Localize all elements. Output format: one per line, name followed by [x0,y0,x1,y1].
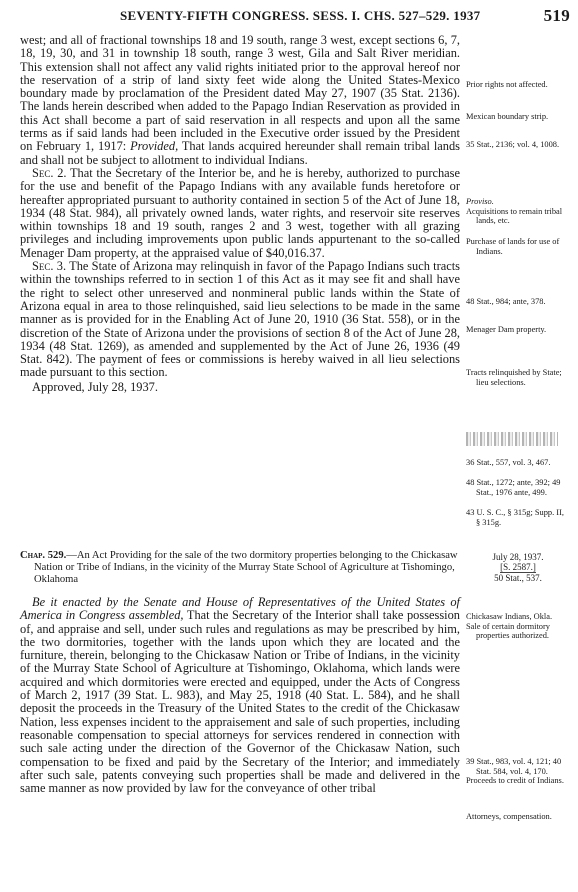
chapter-reference [466,552,570,583]
margin-note-chickasaw: Chickasaw Indians, Okla. Sale of certain dormitory properties authorized. [466,612,553,641]
approval-line: Approved, July 28, 1937. [32,379,158,394]
margin-note-stat-983: 39 Stat., 983, vol. 4, 121; 40 Stat. 584, vol. 4, 170. Proceeds to credit of Indians. [466,757,564,786]
margin-note-prior-rights: Prior rights not affected. [466,80,548,89]
margin-note-attorneys: Attorneys, compensation. [466,812,552,821]
section-2: Sec. 2. That the Secretary of the Interior be, and he is hereby, authorized to purchase for the use and benefit of the Papago Indians with any available funds heretofore or hereafter appropriated pursuant to authority contained in section 5 of the Act of June 18, 1934 (48 Stat. 984), all privately owned lands, water rights, and reservoir site reserves within townships 18 and 19 south, ranges 2 and 3 west, together with all grazing privileges and including improvements upon public lands appurtenant to the so-called Menager Dam property, at the appraised value of $40,016.37. [20,165,460,260]
chapter-date: July 28, 1937. [492,552,544,562]
chapter-text: That the Secretary of the Interior shall take possession of, and appraise and sell, under such rules and regulations as may be prescribed by him, the two dormitories, together with the lands upon which they are located and the furniture, therein, belonging to the Chickasaw Nation or Tribe of Indians, in the vicinity of the Murray State School of Agriculture at Tishomingo, Oklahoma, which lands were acquired and which dormitories were erected and equipped, under the Acts of Congress of March 2, 1917 (39 Stat. L. 983), and May 25, 1918 (40 Stat. L. 584), and he shall deposit the proceeds in the Treasury of the United States to the credit of the Chickasaw Nation, less expenses incident to the appraisement and sale of such properties, including reasonable compensation to special attorneys for services rendered in connection with such sale acting under the direction of the Governor of the Chickasaw Nation, such compensation to be fixed and paid by the Secretary of the Interior; and immediately after such sale, patents conveying such properties shall be made and delivered in the same manner as now provided by law for the conveyance of other tribal [20,608,460,796]
enacting-paragraph [20,596,460,795]
header-title: SEVENTY-FIFTH CONGRESS. SESS. I. CHS. 527–529. 1937 [120,8,481,23]
section-3-label: Sec. 3. [32,259,67,274]
enacting-clause: Be it enacted by the Senate and House of Representatives of the United States of America in Congress assembled, [20,595,460,623]
smudge-mark [466,432,558,446]
chapter-body [20,596,460,795]
margin-note-stat-557: 36 Stat., 557, vol. 3, 467. [466,458,551,467]
margin-note-menager: Menager Dam property. [466,325,547,334]
section-2-label: Sec. 2. [32,165,67,180]
margin-note-tracts: Tracts relinquished by State; lieu selections. [466,368,562,387]
margin-note-mexican-boundary: Mexican boundary strip. [466,112,549,121]
chapter-bill: [S. 2587.] [500,562,536,572]
running-header [22,6,570,26]
section-1-continuation: west; and all of fractional townships 18 and 19 south, range 3 west, except sections 6, 7, 18, 19, 30, and 31 in township 18 south, range 3 west, Gila and Salt River meridian. This extension shall not affect any valid rights initiated prior to the approval hereof nor the reservation of a strip of land sixty feet wide along the United States-Mexico boundary made by proclamation of the President dated May 27, 1907 (35 Stat. 2136). The lands herein described when added to the Papago Indian Reservation as provided in this Act shall become a part of said reservation in all respects and upon all the same terms as if said lands had been included in the Executive order issued by the President on February 1, 1917: Provided, That lands acquired hereunder shall remain tribal lands and shall not be subject to allotment to individual Indians. [20,33,460,167]
margin-note-stat-2136: 35 Stat., 2136; vol. 4, 1008. [466,140,560,149]
page-number: 519 [543,6,570,25]
chapter-heading [20,550,474,586]
margin-note-proviso: Proviso. Acquisitions to remain tribal lands, etc. [466,197,563,226]
section-3: Sec. 3. The State of Arizona may relinquish in favor of the Papago Indians such tracts within the townships referred to in section 1 of this Act as it may see fit and shall have the right to select other unreserved and nonmineral public lands within the State of Arizona equal in area to those relinquished, said lieu selections to be made in the same manner as is provided for in the Enabling Act of June 20, 1910 (36 Stat. 558), or in the discretion of the State of Arizona under the provisions of section 8 of the Act of June 28, 1934 (48 Stat. 1269), as amended and supplemented by the Act of June 26, 1936 (49 Stat. 842). The payment of fees or commissions is hereby waived in all lieu selections made pursuant to this section. [20,259,461,380]
chapter-label: Chap. 529. [20,550,67,561]
margin-note-purchase: Purchase of lands for use of Indians. [466,237,560,256]
margin-note-usc: 43 U. S. C., § 315g; Supp. II, § 315g. [466,508,564,527]
margin-note-stat-1272: 48 Stat., 1272; ante, 392; 49 Stat., 1976 ante, 499. [466,478,561,497]
provided-word: Provided, [130,139,179,154]
chapter-title: —An Act Providing for the sale of the two dormitory properties belonging to the Chickasaw Nation or Tribe of Indians, in the vicinity of the Murray State School of Agriculture at Tishomingo, Oklahoma [34,550,458,585]
margin-note-stat-984: 48 Stat., 984; ante, 378. [466,297,546,306]
main-text-column [20,34,460,394]
chapter-stat: 50 Stat., 537. [494,573,542,583]
